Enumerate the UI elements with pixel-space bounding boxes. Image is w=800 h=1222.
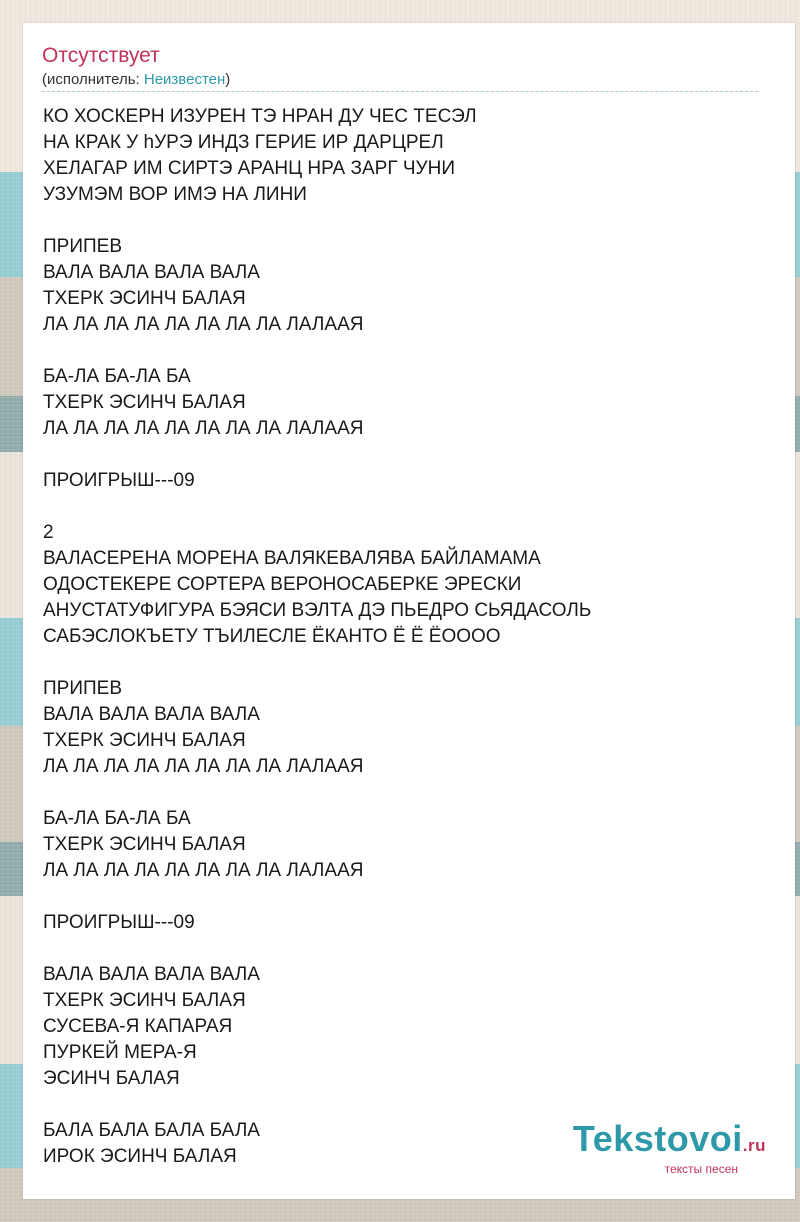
lyric-line: БА-ЛА БА-ЛА БА bbox=[43, 808, 191, 829]
lyric-line bbox=[43, 650, 591, 676]
lyric-line: ТХЕРК ЭСИНЧ БАЛАЯ bbox=[43, 730, 246, 751]
lyric-line bbox=[43, 208, 591, 234]
lyric-line: ЛА ЛА ЛА ЛА ЛА ЛА ЛА ЛА ЛАЛААЯ bbox=[43, 756, 364, 777]
logo-tagline: тексты песен bbox=[664, 1162, 738, 1176]
lyric-line bbox=[43, 884, 591, 910]
lyrics-card bbox=[23, 23, 795, 1199]
lyric-line: 2 bbox=[43, 522, 54, 543]
lyric-line: ТХЕРК ЭСИНЧ БАЛАЯ bbox=[43, 834, 246, 855]
lyric-line bbox=[43, 780, 591, 806]
song-title: Отсутствует bbox=[42, 44, 160, 67]
lyric-line: ОДОСТЕКЕРЕ СОРТЕРА ВЕРОНОСАБЕРКЕ ЭРЕСКИ bbox=[43, 574, 522, 595]
lyric-line: ПРОИГРЫШ---09 bbox=[43, 912, 195, 933]
lyric-line: ЭСИНЧ БАЛАЯ bbox=[43, 1068, 180, 1089]
lyric-line: ЛА ЛА ЛА ЛА ЛА ЛА ЛА ЛА ЛАЛААЯ bbox=[43, 418, 364, 439]
lyric-line: ПУРКЕЙ МЕРА-Я bbox=[43, 1042, 197, 1063]
lyric-line: ТХЕРК ЭСИНЧ БАЛАЯ bbox=[43, 392, 246, 413]
lyric-line: ТХЕРК ЭСИНЧ БАЛАЯ bbox=[43, 990, 246, 1011]
lyric-line: ПРОИГРЫШ---09 bbox=[43, 470, 195, 491]
logo-main-text: Tekstovoi bbox=[572, 1118, 743, 1159]
song-header bbox=[42, 43, 758, 92]
artist-link[interactable]: Неизвестен bbox=[143, 71, 226, 88]
lyric-line: ИРОК ЭСИНЧ БАЛАЯ bbox=[43, 1146, 237, 1167]
logo-wordmark bbox=[572, 1118, 766, 1163]
lyric-line bbox=[43, 1092, 591, 1118]
lyrics-text bbox=[43, 104, 591, 1170]
logo-tld: .ru bbox=[742, 1136, 766, 1155]
site-logo[interactable] bbox=[572, 1118, 766, 1176]
artist-prefix: (исполнитель: bbox=[42, 71, 144, 88]
artist-line bbox=[42, 70, 758, 89]
lyric-line: ЛА ЛА ЛА ЛА ЛА ЛА ЛА ЛА ЛАЛААЯ bbox=[43, 314, 364, 335]
lyric-line: ЛА ЛА ЛА ЛА ЛА ЛА ЛА ЛА ЛАЛААЯ bbox=[43, 860, 364, 881]
lyric-line: ВАЛА ВАЛА ВАЛА ВАЛА bbox=[43, 262, 260, 283]
lyric-line: КО ХОСКЕРН ИЗУРЕН ТЭ НРАН ДУ ЧЕС ТЕСЭЛ bbox=[43, 106, 477, 127]
lyric-line: ВАЛА ВАЛА ВАЛА ВАЛА bbox=[43, 704, 260, 725]
lyric-line: САБЭСЛОКЪЕТУ ТЪИЛЕСЛЕ ЁКАНТО Ё Ё ЁОООО bbox=[43, 626, 501, 647]
lyric-line: ПРИПЕВ bbox=[43, 678, 122, 699]
lyric-line: УЗУМЭМ ВОР ИМЭ НА ЛИНИ bbox=[43, 184, 307, 205]
lyric-line: ПРИПЕВ bbox=[43, 236, 122, 257]
lyric-line: АНУСТАТУФИГУРА БЭЯСИ ВЭЛТА ДЭ ПЬЕДРО СЬЯДАСОЛЬ bbox=[43, 600, 592, 621]
lyric-line bbox=[43, 442, 591, 468]
lyric-line: ТХЕРК ЭСИНЧ БАЛАЯ bbox=[43, 288, 246, 309]
lyric-line: БАЛА БАЛА БАЛА БАЛА bbox=[43, 1120, 260, 1141]
lyric-line: СУСЕВА-Я КАПАРАЯ bbox=[43, 1016, 233, 1037]
lyric-line: НА КРАК У hУРЭ ИНДЗ ГЕРИЕ ИР ДАРЦРЕЛ bbox=[43, 132, 444, 153]
lyric-line: ХЕЛАГАР ИМ СИРТЭ АРАНЦ НРА ЗАРГ ЧУНИ bbox=[43, 158, 456, 179]
artist-suffix: ) bbox=[225, 71, 231, 88]
lyric-line: ВАЛАСЕРЕНА МОРЕНА ВАЛЯКЕВАЛЯВА БАЙЛАМАМА bbox=[43, 548, 541, 569]
lyric-line bbox=[43, 338, 591, 364]
lyric-line bbox=[43, 494, 591, 520]
lyric-line: ВАЛА ВАЛА ВАЛА ВАЛА bbox=[43, 964, 260, 985]
lyric-line bbox=[43, 936, 591, 962]
lyric-line: БА-ЛА БА-ЛА БА bbox=[43, 366, 191, 387]
